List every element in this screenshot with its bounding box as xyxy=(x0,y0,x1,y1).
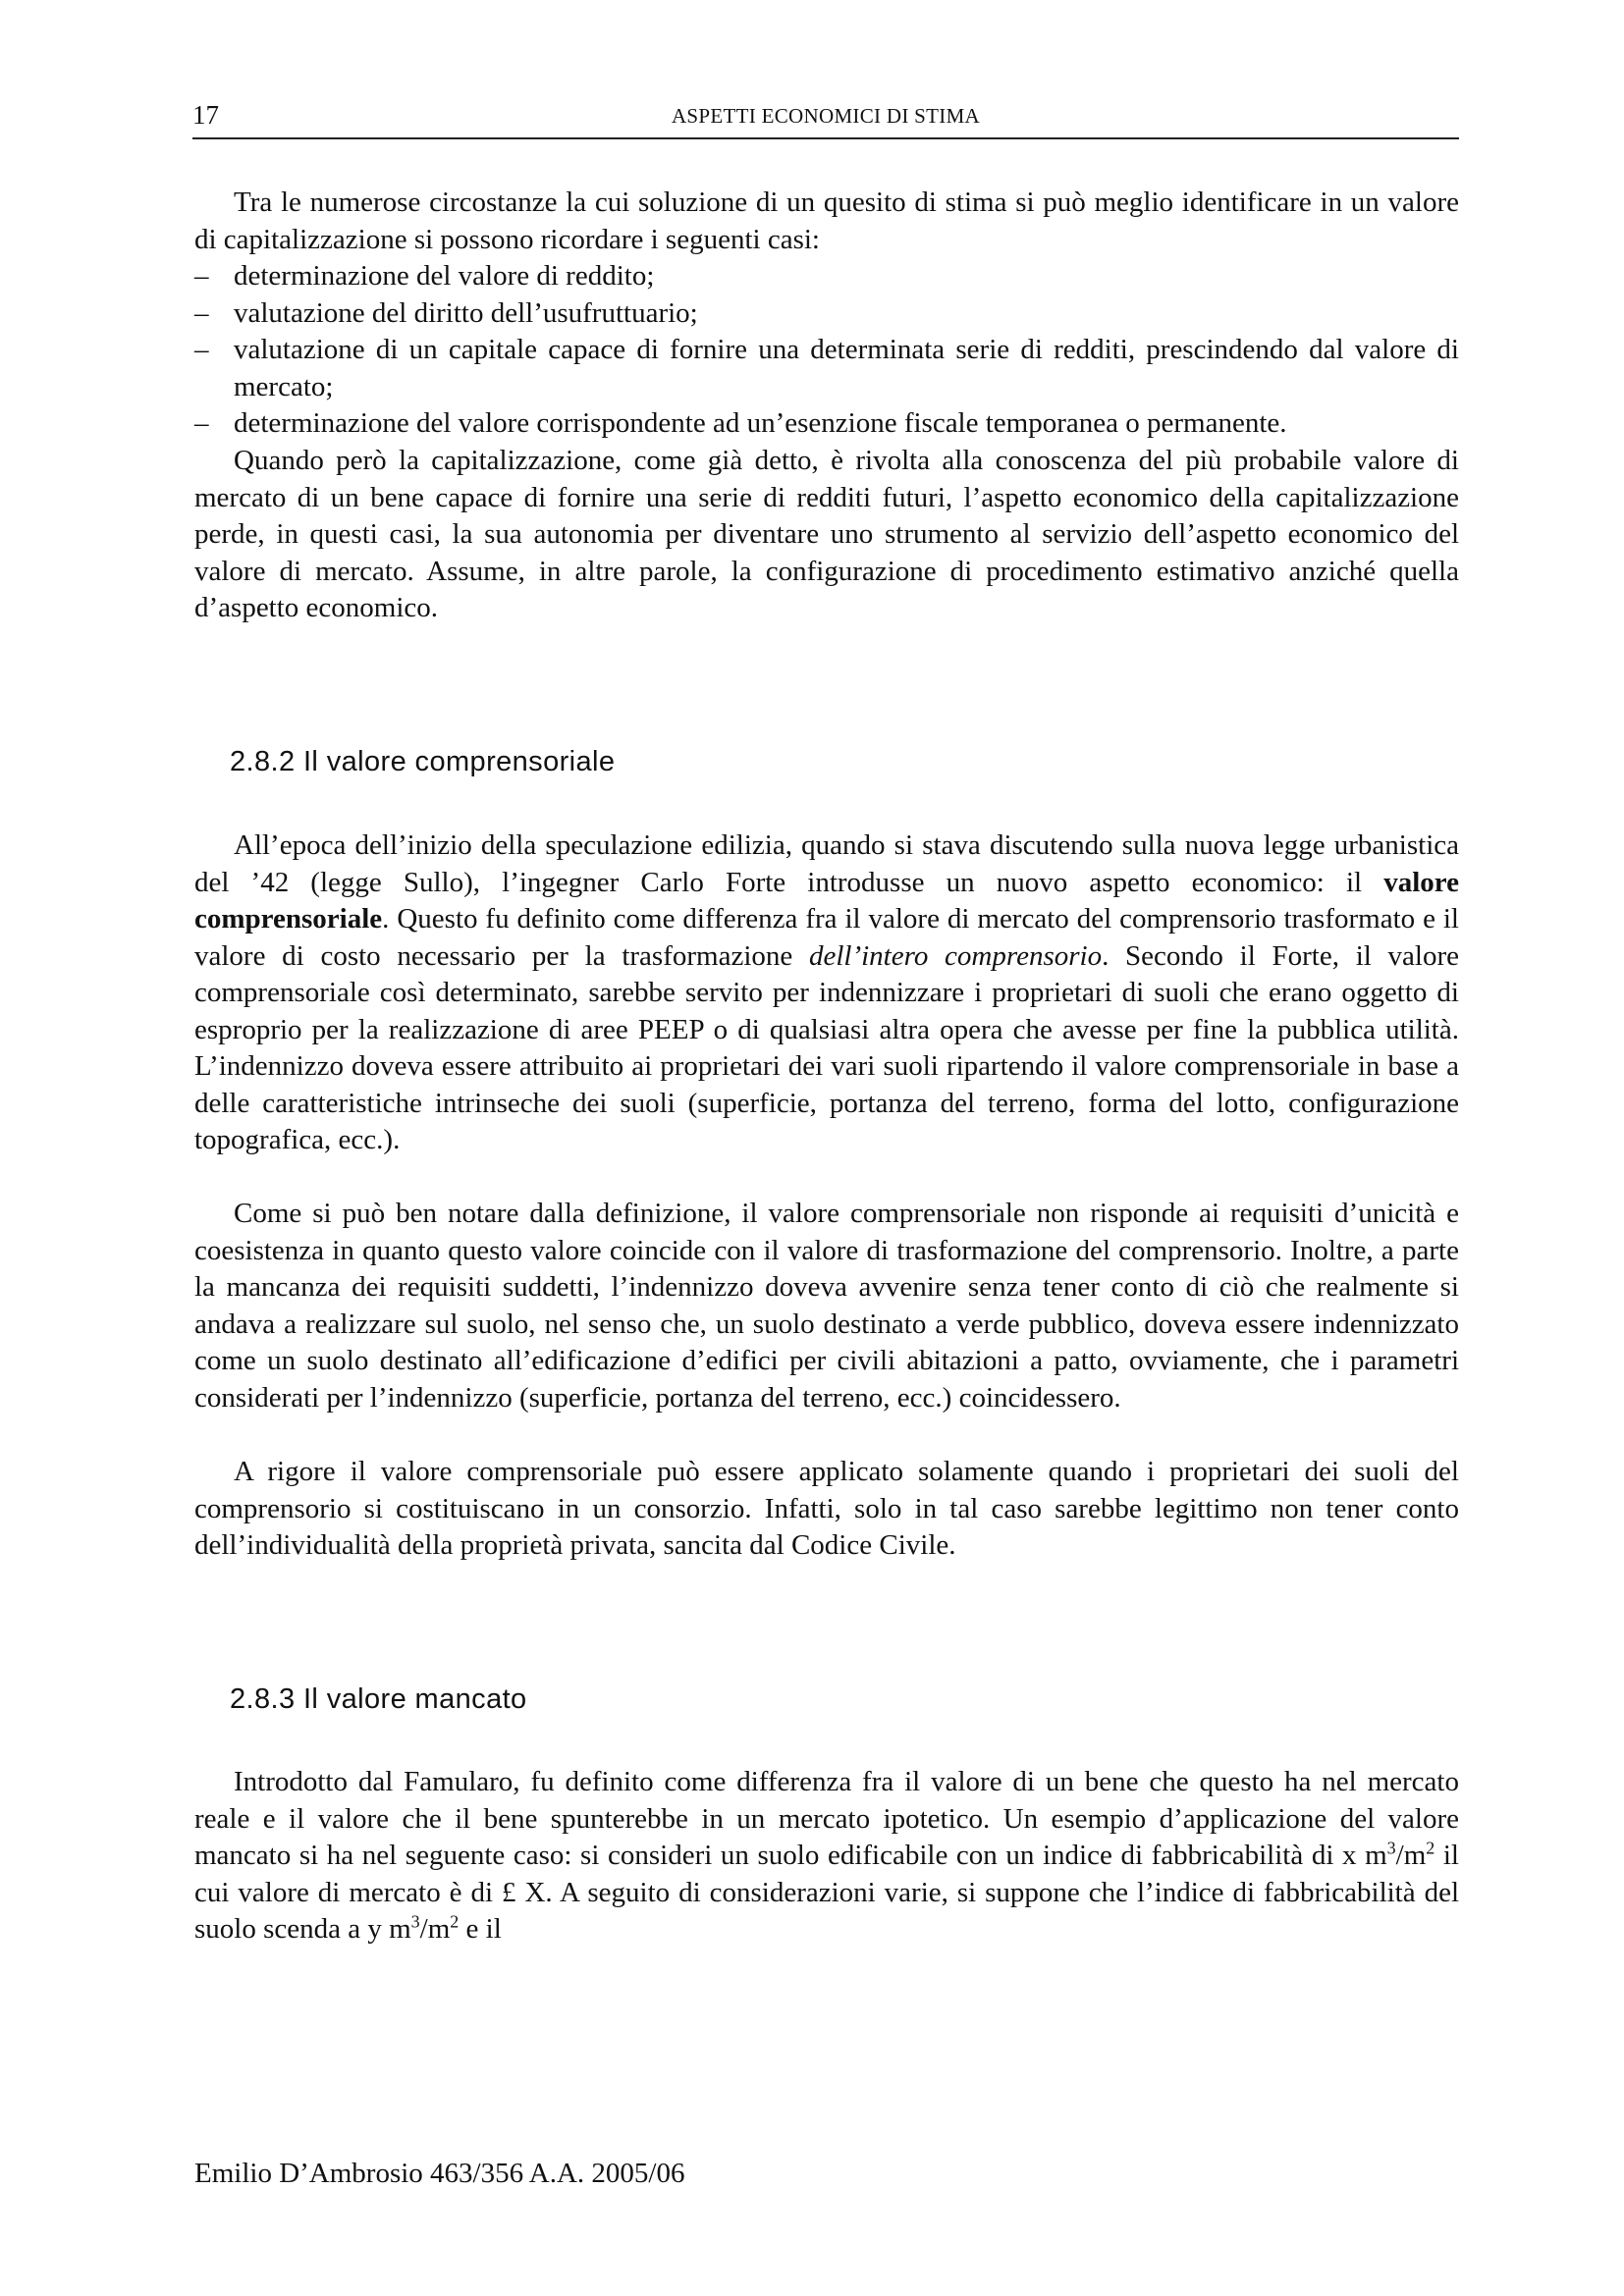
section-heading-2-8-2: 2.8.2 Il valore comprensoriale xyxy=(230,746,616,777)
dash-marker: – xyxy=(194,334,209,365)
dash-marker: – xyxy=(194,296,209,329)
section-heading-2-8-3: 2.8.3 Il valore mancato xyxy=(230,1683,527,1715)
capitalization-paragraph: Quando però la capitalizzazione, come già detto, è rivolta alla conoscenza del più probabile valore di mercato di un bene capace di fornire una serie di redditi futuri, l’aspetto economico della capitalizzazione perde, in questi casi, la sua autonomia per diventare uno strumento al servizio dell’aspetto economico del valore di mercato. Assume, in altre parole, la configurazione di procedimento estimativo anziché quella d’aspetto economico. xyxy=(194,445,1459,623)
comprensoriale-paragraph-3: A rigore il valore comprensoriale può essere applicato solamente quando i proprietari dei suoli del comprensorio si costituiscano in un consorzio. Infatti, solo in tal caso sarebbe legittimo non tener conto dell’individualità della proprietà privata, sancita dal Codice Civile. xyxy=(194,1456,1459,1561)
comprensoriale-paragraph-2: Come si può ben notare dalla definizione, il valore comprensoriale non risponde ai requisiti d’unicità e coesistenza in quanto questo valore coincide con il valore di trasformazione del comprensorio. Inoltre, a parte la mancanza dei requisiti suddetti, l’indennizzo doveva avvenire senza tener conto di ciò che realmente si andava a realizzare sul suolo, nel senso che, un suolo destinato a verde pubblico, doveva essere indennizzato come un suolo destinato all’edificazione d’edifici per civili abitazioni a patto, ovviamente, che i parametri considerati per l’indennizzo (superficie, portanza del terreno, ecc.) coincidessero. xyxy=(194,1198,1459,1414)
page-footer: Emilio D’Ambrosio 463/356 A.A. 2005/06 xyxy=(194,2158,685,2189)
list-item: – determinazione del valore di reddito; xyxy=(194,258,1459,295)
list-item: – valutazione del diritto dell’usufruttuario; xyxy=(194,295,1459,333)
intro-paragraph: Tra le numerose circostanze la cui soluzione di un quesito di stima si può meglio identificare in un valore di capitalizzazione si possono ricordare i seguenti casi: xyxy=(194,187,1459,255)
running-head: ASPETTI ECONOMICI DI STIMA xyxy=(671,104,981,128)
list-item: – determinazione del valore corrispondente ad un’esenzione fiscale temporanea o permanente. xyxy=(194,405,1459,443)
list-item: – valutazione di un capitale capace di fornire una determinata serie di redditi, prescindendo dal valore di mercato; xyxy=(194,334,1459,402)
page-header xyxy=(192,100,1459,139)
bold-term: valore comprensoriale xyxy=(194,866,1459,934)
dash-marker: – xyxy=(194,260,209,292)
comprensoriale-paragraph-1: All’epoca dell’inizio della speculazione edilizia, quando si stava discutendo sulla nuova legge urbanistica del ’42 (legge Sullo), l’ingegner Carlo Forte introdusse un nuovo aspetto economico: il valore comprensoriale. Questo fu definito come differenza fra il valore di mercato del comprensorio trasformato e il valore di costo necessario per la trasformazione dell’intero comprensorio. Secondo il Forte, il valore comprensoriale così determinato, sarebbe servito per indennizzare i proprietari di suoli che erano oggetto di esproprio per la realizzazione di aree PEEP o di qualsiasi altra opera che avesse per fine la pubblica utilità. L’indennizzo doveva essere attribuito ai proprietari dei vari suoli ripartendo il valore comprensoriale in base a delle caratteristiche intrinseche dei suoli (superficie, portanza del terreno, forma del lotto, configurazione topografica, ecc.). xyxy=(194,829,1459,1155)
page-number: 17 xyxy=(192,100,219,130)
cases-list xyxy=(194,258,1459,443)
mancato-paragraph: Introdotto dal Famularo, fu definito come differenza fra il valore di un bene che questo ha nel mercato reale e il valore che il bene spunterebbe in un mercato ipotetico. Un esempio d’applicazione del valore mancato si ha nel seguente caso: si consideri un suolo edificabile con un indice di fabbricabilità di x $m^3/m^2$ il cui valore di mercato è di £ X. A seguito di considerazioni varie, si suppone che l’indice di fabbricabilità del suolo scenda a y $m^3/m^2$ e il xyxy=(194,1766,1459,1945)
dash-marker: – xyxy=(194,407,209,439)
italic-phrase: dell’intero comprensorio xyxy=(808,939,1103,972)
